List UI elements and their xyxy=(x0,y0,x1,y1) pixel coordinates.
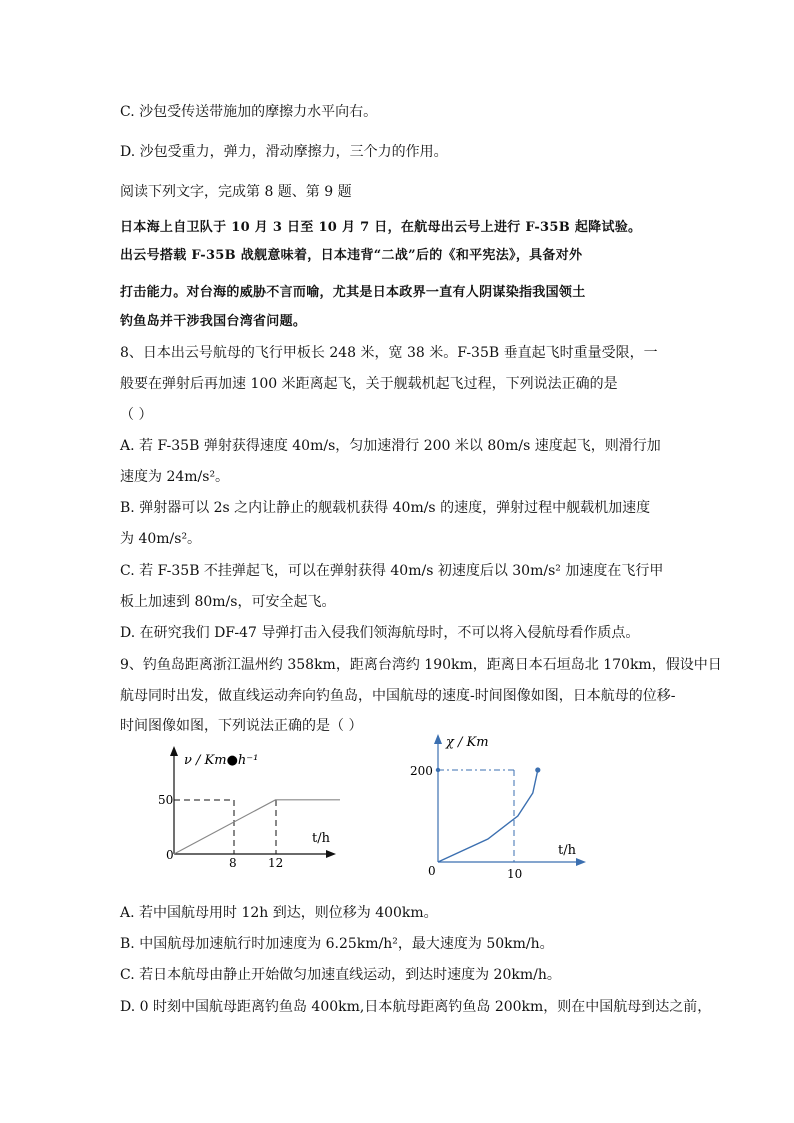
x-tick-label: 8 xyxy=(229,856,237,870)
question-8-line: 8、日本出云号航母的飞行甲板长 248 米，宽 38 米。F-35B 垂直起飞时重量受限，一 xyxy=(120,345,658,361)
option-c-q8: C. 若 F-35B 不挂弹起飞，可以在弹射获得 40m/s 初速度后以 30m/s² 加速度在飞行甲 xyxy=(120,563,664,579)
option-c-q9: C. 若日本航母由静止开始做匀加速直线运动，到达时速度为 20km/h。 xyxy=(120,967,561,983)
y-axis-label: ν / Km●h⁻¹ xyxy=(184,753,259,768)
option-c-q8-cont: 板上加速到 80m/s，可安全起飞。 xyxy=(120,594,336,610)
displacement-time-chart xyxy=(410,730,590,880)
x-axis-label: t/h xyxy=(558,843,576,858)
option-a-q8-cont: 速度为 24m/s²。 xyxy=(120,469,230,485)
option-b-q9: B. 中国航母加速航行时加速度为 6.25km/h²，最大速度为 50km/h。 xyxy=(120,936,554,952)
passage-line: 打击能力。对台海的威胁不言而喻，尤其是日本政界一直有人阴谋染指我国领土 xyxy=(120,285,586,300)
origin-label: 0 xyxy=(166,848,174,862)
passage-line: 日本海上自卫队于 10 月 3 日至 10 月 7 日，在航母出云号上进行 F-35B 起降试验。 xyxy=(120,220,642,235)
question-9-line: 航母同时出发，做直线运动奔向钓鱼岛，中国航母的速度-时间图像如图，日本航母的位移- xyxy=(120,688,676,704)
option-a-q8: A. 若 F-35B 弹射获得速度 40m/s，匀加速滑行 200 米以 80m/s 速度起飞，则滑行加 xyxy=(120,438,661,454)
question-8-line: 般要在弹射后再加速 100 米距离起飞，关于舰载机起飞过程，下列说法正确的是 xyxy=(120,376,618,392)
option-d-q8: D. 在研究我们 DF-47 导弹打击入侵我们领海航母时，不可以将入侵航母看作质点。 xyxy=(120,625,640,641)
question-9-line: 时间图像如图，下列说法正确的是（ ） xyxy=(120,718,363,734)
question-8-answer-paren: （ ） xyxy=(120,407,153,423)
y-axis-arrow-icon xyxy=(170,746,178,756)
x-tick-label: 12 xyxy=(268,856,284,870)
endpoint-dot xyxy=(535,767,540,772)
reading-prompt: 阅读下列文字，完成第 8 题、第 9 题 xyxy=(120,184,352,200)
question-9-line: 9、钓鱼岛距离浙江温州约 358km，距离台湾约 190km，距离日本石垣岛北 170km，假设中日 xyxy=(120,657,722,673)
x-tick-label: 10 xyxy=(507,867,523,880)
velocity-time-chart xyxy=(140,742,340,872)
y-tick-label: 200 xyxy=(410,764,433,778)
option-d-q9: D. 0 时刻中国航母距离钓鱼岛 400km,日本航母距离钓鱼岛 200km，则在中国航母到达之前， xyxy=(120,999,712,1015)
y-axis-label: χ / Km xyxy=(446,735,489,750)
option-d-q7: D. 沙包受重力，弹力，滑动摩擦力，三个力的作用。 xyxy=(120,144,448,160)
option-a-q9: A. 若中国航母用时 12h 到达，则位移为 400km。 xyxy=(120,905,438,921)
x-axis-arrow-icon xyxy=(576,858,586,866)
y-axis-arrow-icon xyxy=(434,734,442,744)
option-c-q7: C. 沙包受传送带施加的摩擦力水平向右。 xyxy=(120,104,378,120)
y-tick-label: 50 xyxy=(158,793,174,807)
passage-line: 出云号搭载 F-35B 战舰意味着，日本违背“二战”后的《和平宪法》，具备对外 xyxy=(120,248,583,263)
x-axis-arrow-icon xyxy=(326,850,336,858)
option-b-q8-cont: 为 40m/s²。 xyxy=(120,531,202,547)
origin-label: 0 xyxy=(428,864,436,878)
option-b-q8: B. 弹射器可以 2s 之内让静止的舰载机获得 40m/s 的速度，弹射过程中舰载机加速度 xyxy=(120,500,651,516)
displacement-series-curve xyxy=(438,770,538,862)
passage-line: 钓鱼岛并干涉我国台湾省问题。 xyxy=(120,314,307,329)
x-axis-label: t/h xyxy=(312,831,330,846)
